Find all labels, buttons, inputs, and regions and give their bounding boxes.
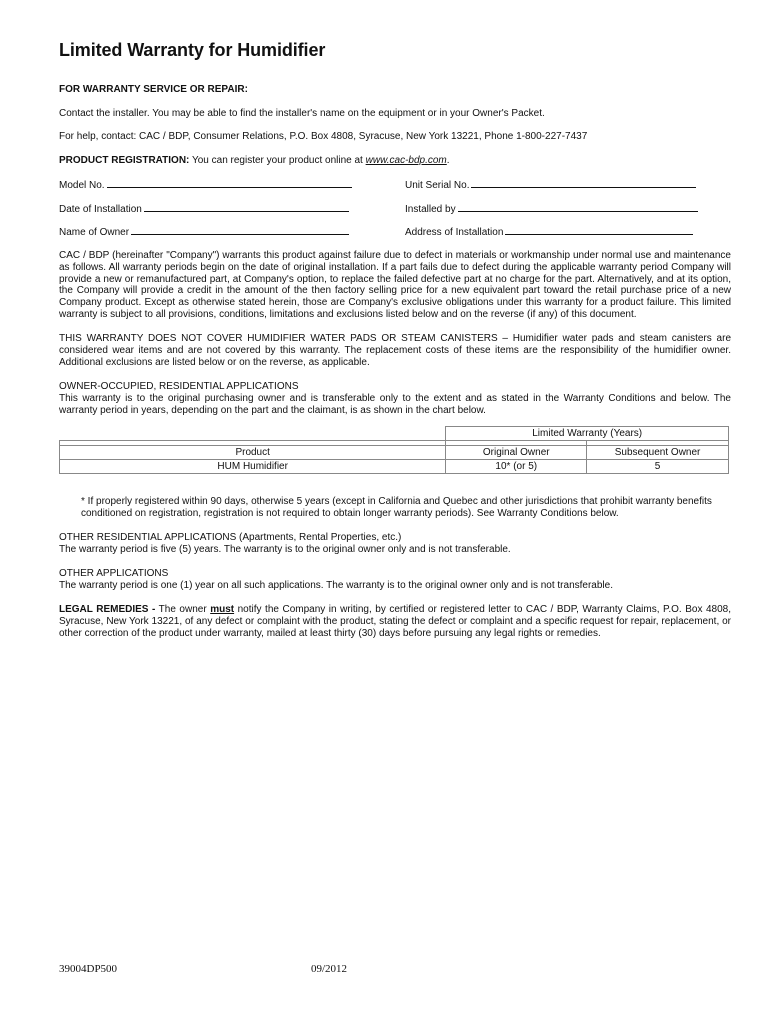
footnote: * If properly registered within 90 days, otherwise 5 years (except in California and Quebec and other jurisdictions that prohibit warranty benefits conditioned on registration, registration is not required to obtain longer warranty periods). See Warranty Conditions below. xyxy=(81,496,712,519)
help-contact-text: For help, contact: CAC / BDP, Consumer Relations, P.O. Box 4808, Syracuse, New York 13221, Phone 1-800-227-7437 xyxy=(59,131,588,142)
unit-serial-no-line[interactable] xyxy=(471,178,696,188)
table-row xyxy=(60,460,729,474)
other-applications-heading: OTHER APPLICATIONS xyxy=(59,568,169,579)
column-header-original-owner: Original Owner xyxy=(446,446,587,460)
date-of-installation-field[interactable] xyxy=(59,202,349,215)
not-covered-statement: THIS WARRANTY DOES NOT COVER HUMIDIFIER WATER PADS OR STEAM CANISTERS – Humidifier water pads and steam canisters are considered wear items and are not covered by this warranty. The replacement costs of these items are the responsibility of the humidifier owner. Additional exclusions are listed below or on the reverse, as applicable. xyxy=(59,333,731,368)
contact-installer-text: Contact the installer. You may be able to find the installer's name on the equipment or in your Owner's Packet. xyxy=(59,108,545,119)
cell-subsequent-owner: 5 xyxy=(587,460,729,474)
installed-by-field[interactable] xyxy=(405,202,698,215)
registration-link[interactable]: www.cac-bdp.com xyxy=(365,155,447,166)
other-applications-text: The warranty period is one (1) year on all such applications. The warranty is to the original owner only and is not transferable. xyxy=(59,580,613,591)
warranty-table xyxy=(59,426,729,474)
other-residential-text: The warranty period is five (5) years. The warranty is to the original owner only and is not transferable. xyxy=(59,544,511,555)
name-of-owner-label: Name of Owner xyxy=(59,227,130,238)
unit-serial-no-label: Unit Serial No. xyxy=(405,180,470,191)
page-title: Limited Warranty for Humidifier xyxy=(59,40,326,60)
model-no-field[interactable] xyxy=(59,178,352,191)
legal-remedies-must: must xyxy=(210,604,235,615)
legal-remedies-pre: The owner xyxy=(158,604,207,615)
name-of-owner-line[interactable] xyxy=(131,225,349,235)
date-of-installation-label: Date of Installation xyxy=(59,204,142,215)
cell-product: HUM Humidifier xyxy=(60,460,446,474)
registration-label: PRODUCT REGISTRATION: xyxy=(59,155,190,166)
date-of-installation-line[interactable] xyxy=(144,202,349,212)
unit-serial-no-field[interactable] xyxy=(405,178,696,191)
service-heading: FOR WARRANTY SERVICE OR REPAIR: xyxy=(59,84,248,95)
table-header-row xyxy=(60,446,729,460)
legal-remedies-label: LEGAL REMEDIES - xyxy=(59,604,156,615)
address-of-installation-label: Address of Installation xyxy=(405,227,504,238)
other-residential-heading: OTHER RESIDENTIAL APPLICATIONS (Apartments, Rental Properties, etc.) xyxy=(59,532,402,543)
model-no-line[interactable] xyxy=(107,178,352,188)
owner-occupied-heading: OWNER-OCCUPIED, RESIDENTIAL APPLICATIONS xyxy=(59,381,299,392)
table-blank-cell xyxy=(60,427,446,441)
legal-remedies-text: notify the Company in writing, by certified or registered letter to CAC / BDP, Warranty Claims, P.O. Box 4808, Syracuse, New York 13221, of any defect or complaint with the product, stating the defect or complaint and a specific request for repair, replacement, or other correction of the product under warranty, mailed at least thirty (30) days before pursuing any legal rights or remedies. xyxy=(59,604,732,639)
table-group-header: Limited Warranty (Years) xyxy=(446,427,729,441)
name-of-owner-field[interactable] xyxy=(59,225,349,238)
owner-occupied-text: This warranty is to the original purchasing owner and is transferable only to the extent and as stated in the Warranty Conditions and below. The warranty period in years, depending on the part and the claimant, is as shown in the chart below. xyxy=(59,393,731,416)
installed-by-line[interactable] xyxy=(458,202,698,212)
registration-text: You can register your product online at xyxy=(191,155,363,166)
cell-original-owner: 10* (or 5) xyxy=(446,460,587,474)
installed-by-label: Installed by xyxy=(405,204,456,215)
address-of-installation-field[interactable] xyxy=(405,225,693,238)
registration-end: . xyxy=(446,155,450,166)
legal-remedies xyxy=(59,604,731,639)
model-no-label: Model No. xyxy=(59,180,105,191)
product-registration xyxy=(59,155,731,167)
column-header-subsequent-owner: Subsequent Owner xyxy=(587,446,729,460)
column-header-product: Product xyxy=(60,446,446,460)
warranty-statement: CAC / BDP (hereinafter "Company") warrants this product against failure due to defect in materials or workmanship under normal use and maintenance as follows. All warranty periods begin on the date of original installation. If a part fails due to defect during the applicable warranty period Company will provide a new or remanufactured part, at Company's option, to replace the failed defective part at no charge for the part. Alternatively, and at its option, the Company will provide a credit in the amount of the then factory selling price for a new equivalent part toward the retail purchase price of a new Company product. Except as otherwise stated herein, those are Company's exclusive obligations under this warranty for a product failure. This limited warranty is subject to all provisions, conditions, limitations and exclusions listed below and on the reverse (if any) of this document. xyxy=(59,250,731,320)
doc-number: 39004DP500 xyxy=(59,963,118,975)
address-of-installation-line[interactable] xyxy=(505,225,693,235)
doc-date: 09/2012 xyxy=(311,963,348,975)
